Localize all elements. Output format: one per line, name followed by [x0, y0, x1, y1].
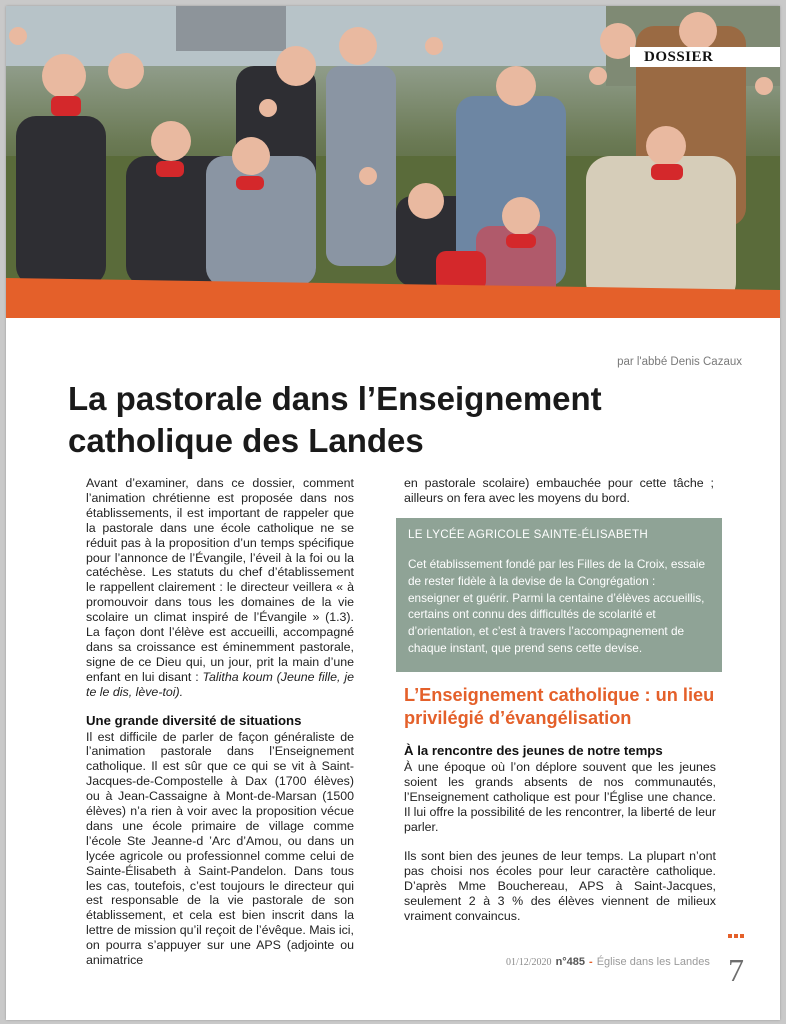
page-number: 7: [728, 952, 744, 988]
magazine-page: [6, 6, 780, 1020]
paragraph-gap: [404, 834, 716, 849]
sidebar-box: [396, 518, 722, 672]
footer-publication: Église dans les Landes: [596, 956, 710, 968]
subhead-youth: À la rencontre des jeunes de notre temps: [404, 743, 663, 758]
section-tag: DOSSIER: [630, 47, 780, 67]
diversity-paragraph: Il est difficile de parler de façon généraliste de l’animation pastorale dans l’Enseignement catholique. Il est sûr que ce qui se vit à Saint-Jacques-de-Compostelle à Dax (1700 élèves) ou à Jean-Cassaigne à Mont-de-Marsan (1500 élèves) n’a rien à voir avec la proposition vécue dans une école primaire de village comme l’école Ste Jeanne-d ’Arc d’Amou, ou dans un lycée agricole ou professionnel comme celui de Sainte-Élisabeth à Saint-Pandelon. Dans tous les cas, toutefois, c’est toujours le directeur qui est responsable de la vie pastorale de son établissement, et cela est bien inscrit dans la lettre de mission qu’il reçoit de l’évêque. Mais ici, on pourra s’appuyer sur une APS (adjointe ou animatrice: [86, 729, 354, 968]
footer-separator: -: [589, 956, 593, 968]
header-photo: [6, 6, 780, 306]
byline: par l'abbé Denis Cazaux: [617, 356, 742, 368]
page-footer: [506, 956, 710, 986]
title-line-2: catholique des Landes: [68, 422, 424, 459]
right-column-bottom: [404, 744, 716, 924]
footer-issue: n°485: [555, 956, 586, 968]
intro-text: Avant d’examiner, dans ce dossier, comment l’animation chrétienne est proposée dans nos établissements, il est important de rappeler que la pastorale dans une école catholique ne se réduit pas à la proposition d’un temps spécifique pour l’annonce de l’Évangile, l’éveil à la foi ou la catéchèse. Les statuts du chef d’établissement le rappellent clairement : le directeur veillera « à promouvoir dans tous les domaines de la vie scolaire un climat inspiré de l’Évangile » (1.3). La façon dont l’élève est accueilli, accompagné dans sa croissance est éminemment pastorale, signe de ce Dieu qui, un jour, prit la main d’une enfant en lui disant :: [86, 476, 354, 684]
youth-paragraph-2: Ils sont bien des jeunes de leur temps. La plupart n’ont pas choisi nos écoles pour leur caractère catholique. D’après Mme Bouchereau, APS à Saint-Jacques, seulement 2 à 3 % des élèves viennent de milieux vraiment convaincus.: [404, 849, 716, 924]
box-title: LE LYCÉE AGRICOLE SAINTE-ÉLISABETH: [408, 528, 649, 541]
intro-paragraph: [86, 476, 354, 700]
box-text: Cet établissement fondé par les Filles de la Croix, essaie de rester fidèle à la devise de la Congrégation : enseigner et guérir. Parmi la centaine d’élèves accueillis, certains ont connu des difficultés de scolarité et d’orientation, et c’est à travers l’accompagnement de chaque instant, que prend sens cette devise.: [408, 557, 706, 655]
footer-date: 01/12/2020: [506, 957, 552, 968]
article-title: [68, 378, 708, 462]
title-line-1: La pastorale dans l’Enseignement: [68, 380, 602, 417]
article-continues-mark: [728, 934, 744, 938]
continued-paragraph: en pastorale scolaire) embauchée pour cette tâche ; ailleurs on fera avec les moyens du bord.: [404, 476, 714, 505]
subhead-diversity: Une grande diversité de situations: [86, 712, 302, 728]
youth-paragraph-1: À une époque où l’on déplore souvent que les jeunes soient les grands absents de nos communautés, l’Enseignement catholique est pour l’Église une chance. Il lui offre la possibilité de les rencontrer, la liberté de leur parler.: [404, 759, 716, 834]
left-column: [86, 476, 354, 968]
intro-quote: Talitha koum (Jeune fille, je te le dis, lève-toi).: [86, 669, 354, 699]
right-column-top: [404, 476, 714, 506]
section-title: L’Enseignement catholique : un lieu privilégié d’évangélisation: [404, 685, 715, 728]
